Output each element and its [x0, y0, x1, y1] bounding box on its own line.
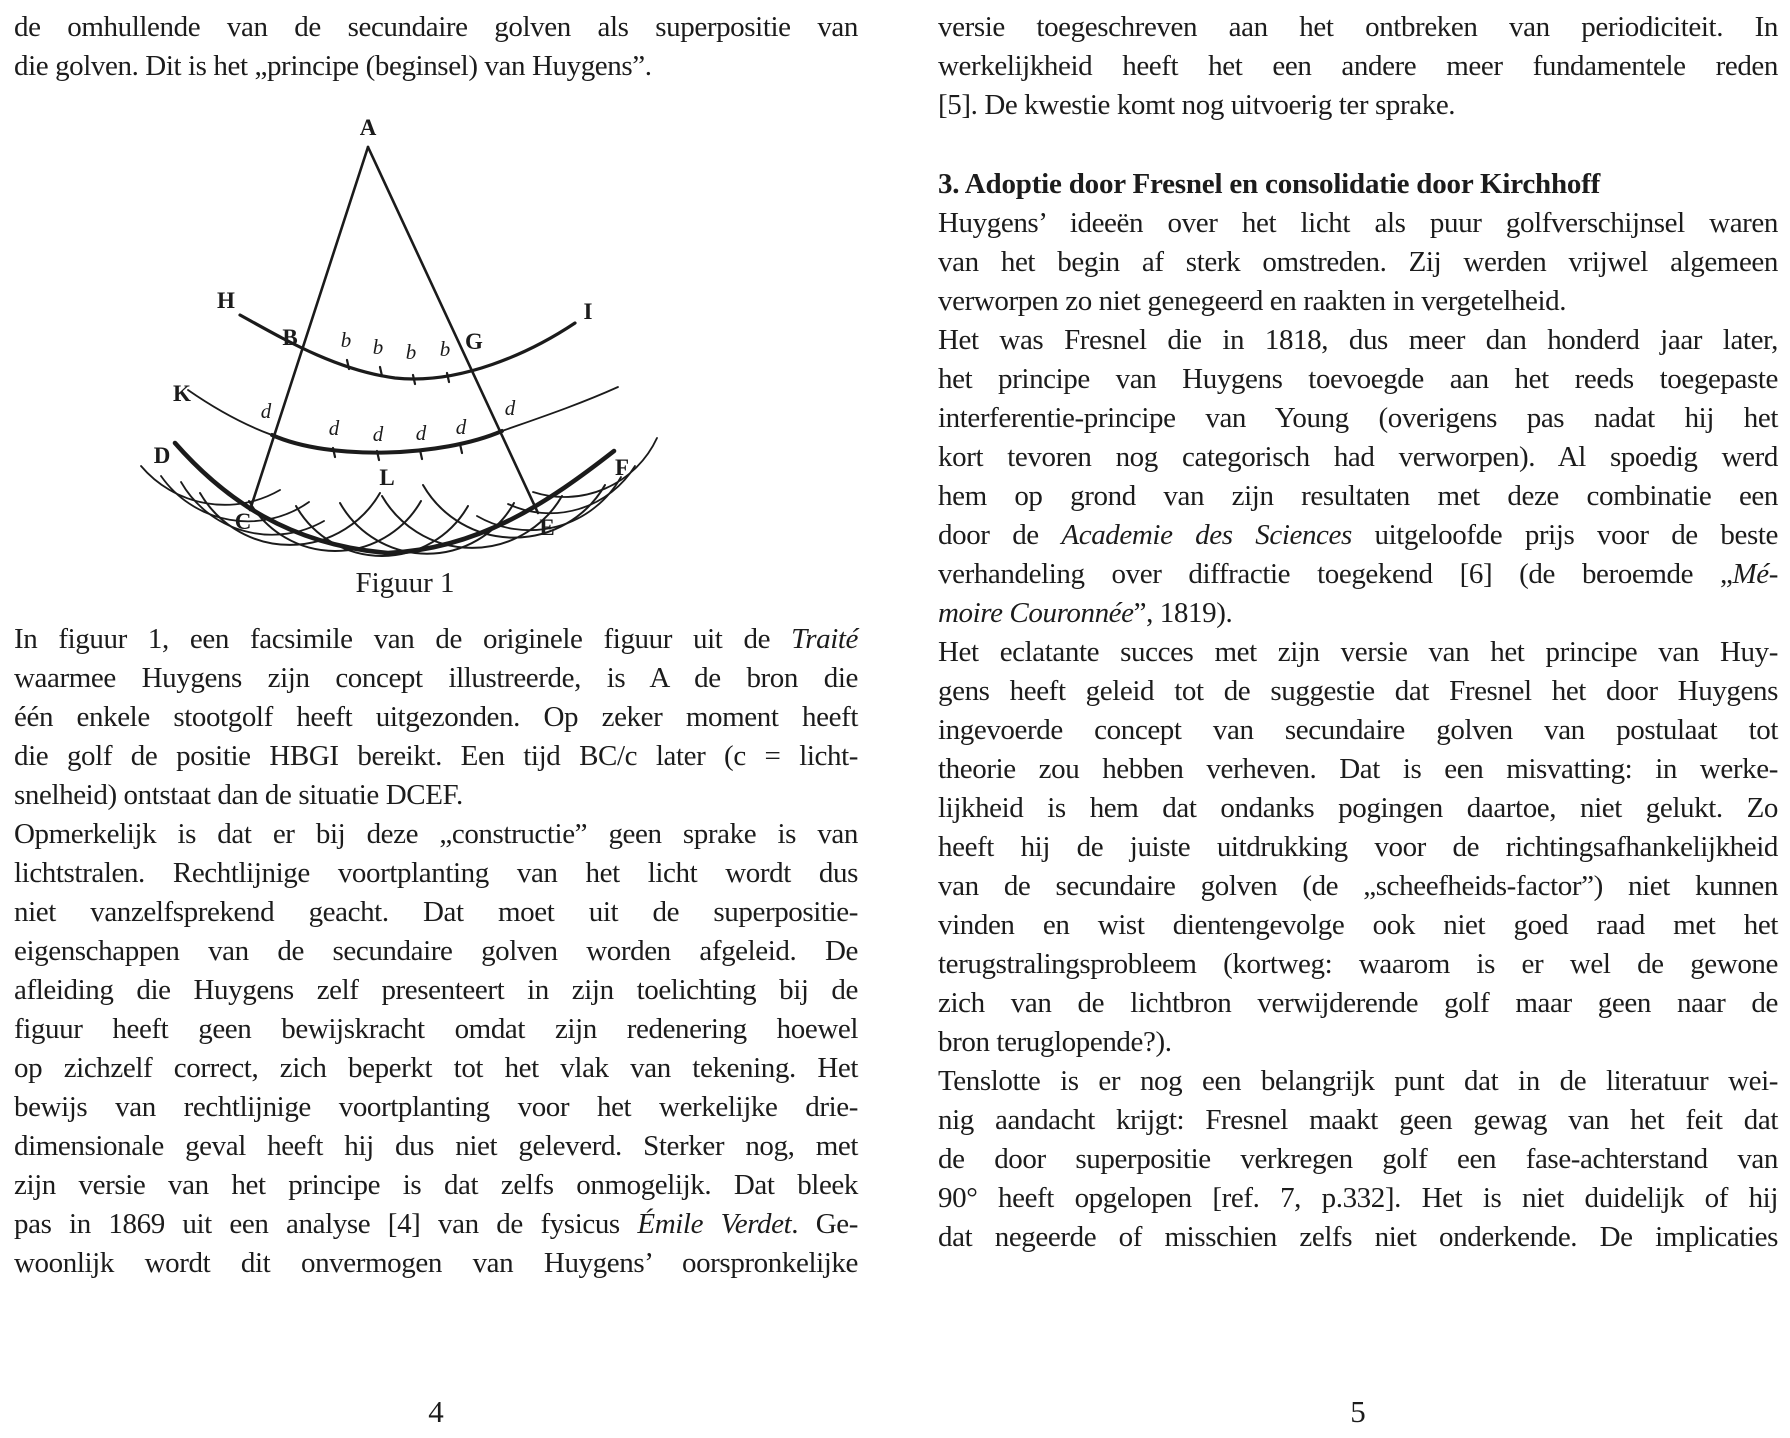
text-line: woonlijk wordt dit onvermogen van Huygens’ oorspronkelijke [14, 1247, 858, 1279]
text-line: verworpen zo niet genegeerd en raakten in vergetelheid. [938, 285, 1567, 317]
paragraph-eclatante [938, 633, 1778, 1062]
ray-line-AE [368, 147, 538, 513]
label-b-2: b [372, 335, 384, 359]
paragraph-tenslotte [938, 1062, 1778, 1257]
label-E: E [539, 515, 555, 540]
text-line: theorie zou hebben verheven. Dat is een misvatting: in werke- [938, 753, 1778, 785]
text-line: waarmee Huygens zijn concept illustreerde, is A de bron die [14, 662, 858, 694]
label-A: A [359, 115, 377, 140]
text-line: niet vanzelfsprekend geacht. Dat moet uit de superpositie- [14, 896, 858, 928]
text-line: 90° heeft opgelopen [ref. 7, p.332]. Het is niet duidelijk of hij [938, 1182, 1778, 1214]
text-line: terugstralingsprobleem (kortweg: waarom is er wel de gewone [938, 948, 1778, 980]
text-line: verhandeling over diffractie toegekend [6] (de beroemde „Mé- [938, 558, 1778, 590]
text-line: de door superpositie verkregen golf een fase-achterstand van [938, 1143, 1778, 1175]
text-line: die golf de positie HBGI bereikt. Een tijd BC/c later (c = licht- [14, 740, 858, 772]
paragraph-opmerkelijk [14, 815, 858, 1283]
label-d-4: d [415, 421, 427, 445]
label-d-1: d [260, 399, 272, 423]
text-line: het principe van Huygens toevoegde aan het reeds toegepaste [938, 363, 1778, 395]
label-b-3: b [405, 340, 417, 364]
text-line: Opmerkelijk is dat er bij deze „constructie” geen sprake is van [14, 818, 858, 850]
text-line: één enkele stootgolf heeft uitgezonden. Op zeker moment heeft [14, 701, 858, 733]
text-line: versie toegeschreven aan het ontbreken van periodiciteit. In [938, 11, 1778, 43]
label-b-4: b [439, 337, 451, 361]
text-line: figuur heeft geen bewijskracht omdat zijn redenering hoewel [14, 1013, 858, 1045]
wavefront-d-arc-left-extension [188, 390, 272, 435]
label-d-6: d [504, 396, 516, 420]
text-line: Tenslotte is er nog een belangrijk punt dat in de literatuur wei- [938, 1065, 1778, 1097]
text-line: zijn versie van het principe is dat zelfs onmogelijk. Dat bleek [14, 1169, 858, 1201]
label-B: B [282, 325, 298, 350]
text-line: door de Academie des Sciences uitgeloofde prijs voor de beste [938, 519, 1778, 551]
text-line: van de secundaire golven (de „scheefheids-factor”) niet kunnen [938, 870, 1778, 902]
text-line: Het was Fresnel die in 1818, dus meer dan honderd jaar later, [938, 324, 1778, 356]
label-D: D [153, 443, 171, 468]
label-d-5: d [455, 415, 467, 439]
wavefront-d-arc [272, 431, 502, 453]
label-C: C [234, 509, 252, 534]
label-I: I [583, 299, 593, 324]
text-line: werkelijkheid heeft het een andere meer fundamentele reden [938, 50, 1778, 82]
text-line: In figuur 1, een facsimile van de originele figuur uit de Traité [14, 623, 858, 655]
text-line: op zichzelf correct, zich beperkt tot het vlak van tekening. Het [14, 1052, 858, 1084]
text-line: interferentie-principe van Young (overigens pas nadat hij het [938, 402, 1778, 434]
paragraph-ideeen [938, 204, 1778, 321]
text-line: vinden en wist dientengevolge ook niet goed raad met het [938, 909, 1778, 941]
page-5-column [938, 0, 1778, 1257]
label-d-2: d [328, 416, 340, 440]
text-line: lichtstralen. Rechtlijnige voortplanting van het licht wordt dus [14, 857, 858, 889]
label-G: G [465, 329, 483, 354]
text-line: kort tevoren nog categorisch had verworpen). Al spoedig werd [938, 441, 1778, 473]
label-L: L [379, 465, 395, 490]
page-number-right: 5 [1350, 1394, 1366, 1429]
text-line: Huygens’ ideeën over het licht als puur golfverschijnsel waren [938, 207, 1778, 239]
paragraph-versie [938, 8, 1778, 125]
text-line: eigenschappen van de secundaire golven worden afgeleid. De [14, 935, 858, 967]
label-F: F [614, 455, 630, 480]
wavefront-d-arc-right-extension [502, 387, 618, 431]
text-line: de omhullende van de secundaire golven als superpositie van [14, 11, 858, 43]
page-number-left: 4 [428, 1394, 444, 1429]
text-line: nig aandacht krijgt: Fresnel maakt geen gewag van het feit dat [938, 1104, 1778, 1136]
huygens-diagram [130, 95, 680, 565]
text-line: die golven. Dit is het „principe (beginsel) van Huygens”. [14, 50, 652, 82]
text-line: pas in 1869 uit een analyse [4] van de fysicus Émile Verdet. Ge- [14, 1208, 858, 1240]
section-heading: 3. Adoptie door Fresnel en consolidatie door Kirchhoff [938, 168, 1601, 200]
text-line: [5]. De kwestie komt nog uitvoerig ter sprake. [938, 89, 1456, 121]
page-4-column [14, 0, 858, 1283]
text-line: zich van de lichtbron verwijderende golf maar geen naar de [938, 987, 1778, 1019]
text-line: bron teruglopende?). [938, 1026, 1172, 1058]
text-line: van het begin af sterk omstreden. Zij werden vrijwel algemeen [938, 246, 1778, 278]
text-line: Het eclatante succes met zijn versie van het principe van Huy- [938, 636, 1778, 668]
secondary-wavelets [141, 438, 657, 556]
label-H: H [217, 288, 235, 313]
text-line: moire Couronnée”, 1819). [938, 597, 1233, 629]
text-line: ingevoerde concept van secundaire golven van postulaat tot [938, 714, 1778, 746]
text-line: hem op grond van zijn resultaten met deze combinatie een [938, 480, 1778, 512]
figure-caption: Figuur 1 [355, 567, 455, 599]
paragraph-figure-description [14, 620, 858, 815]
text-line: gens heeft geleid tot de suggestie dat Fresnel het door Huygens [938, 675, 1778, 707]
paragraph-fresnel [938, 321, 1778, 633]
text-line: lijkheid is hem dat ondanks pogingen daartoe, niet gelukt. Zo [938, 792, 1778, 824]
text-line: dat negeerde of misschien zelfs niet onderkende. De implicaties [938, 1221, 1778, 1253]
text-line: bewijs van rechtlijnige voortplanting voor het werkelijke drie- [14, 1091, 858, 1123]
figure-1 [130, 95, 680, 601]
label-K: K [173, 381, 191, 406]
text-line: dimensionale geval heeft hij dus niet geleverd. Sterker nog, met [14, 1130, 858, 1162]
paragraph-intro [14, 8, 858, 86]
text-line: heeft hij de juiste uitdrukking voor de richtingsafhankelijkheid [938, 831, 1778, 863]
text-line: afleiding die Huygens zelf presenteert in zijn toelichting bij de [14, 974, 858, 1006]
label-b-1: b [340, 328, 352, 352]
text-line: snelheid) ontstaat dan de situatie DCEF. [14, 779, 463, 811]
label-d-3: d [372, 422, 384, 446]
